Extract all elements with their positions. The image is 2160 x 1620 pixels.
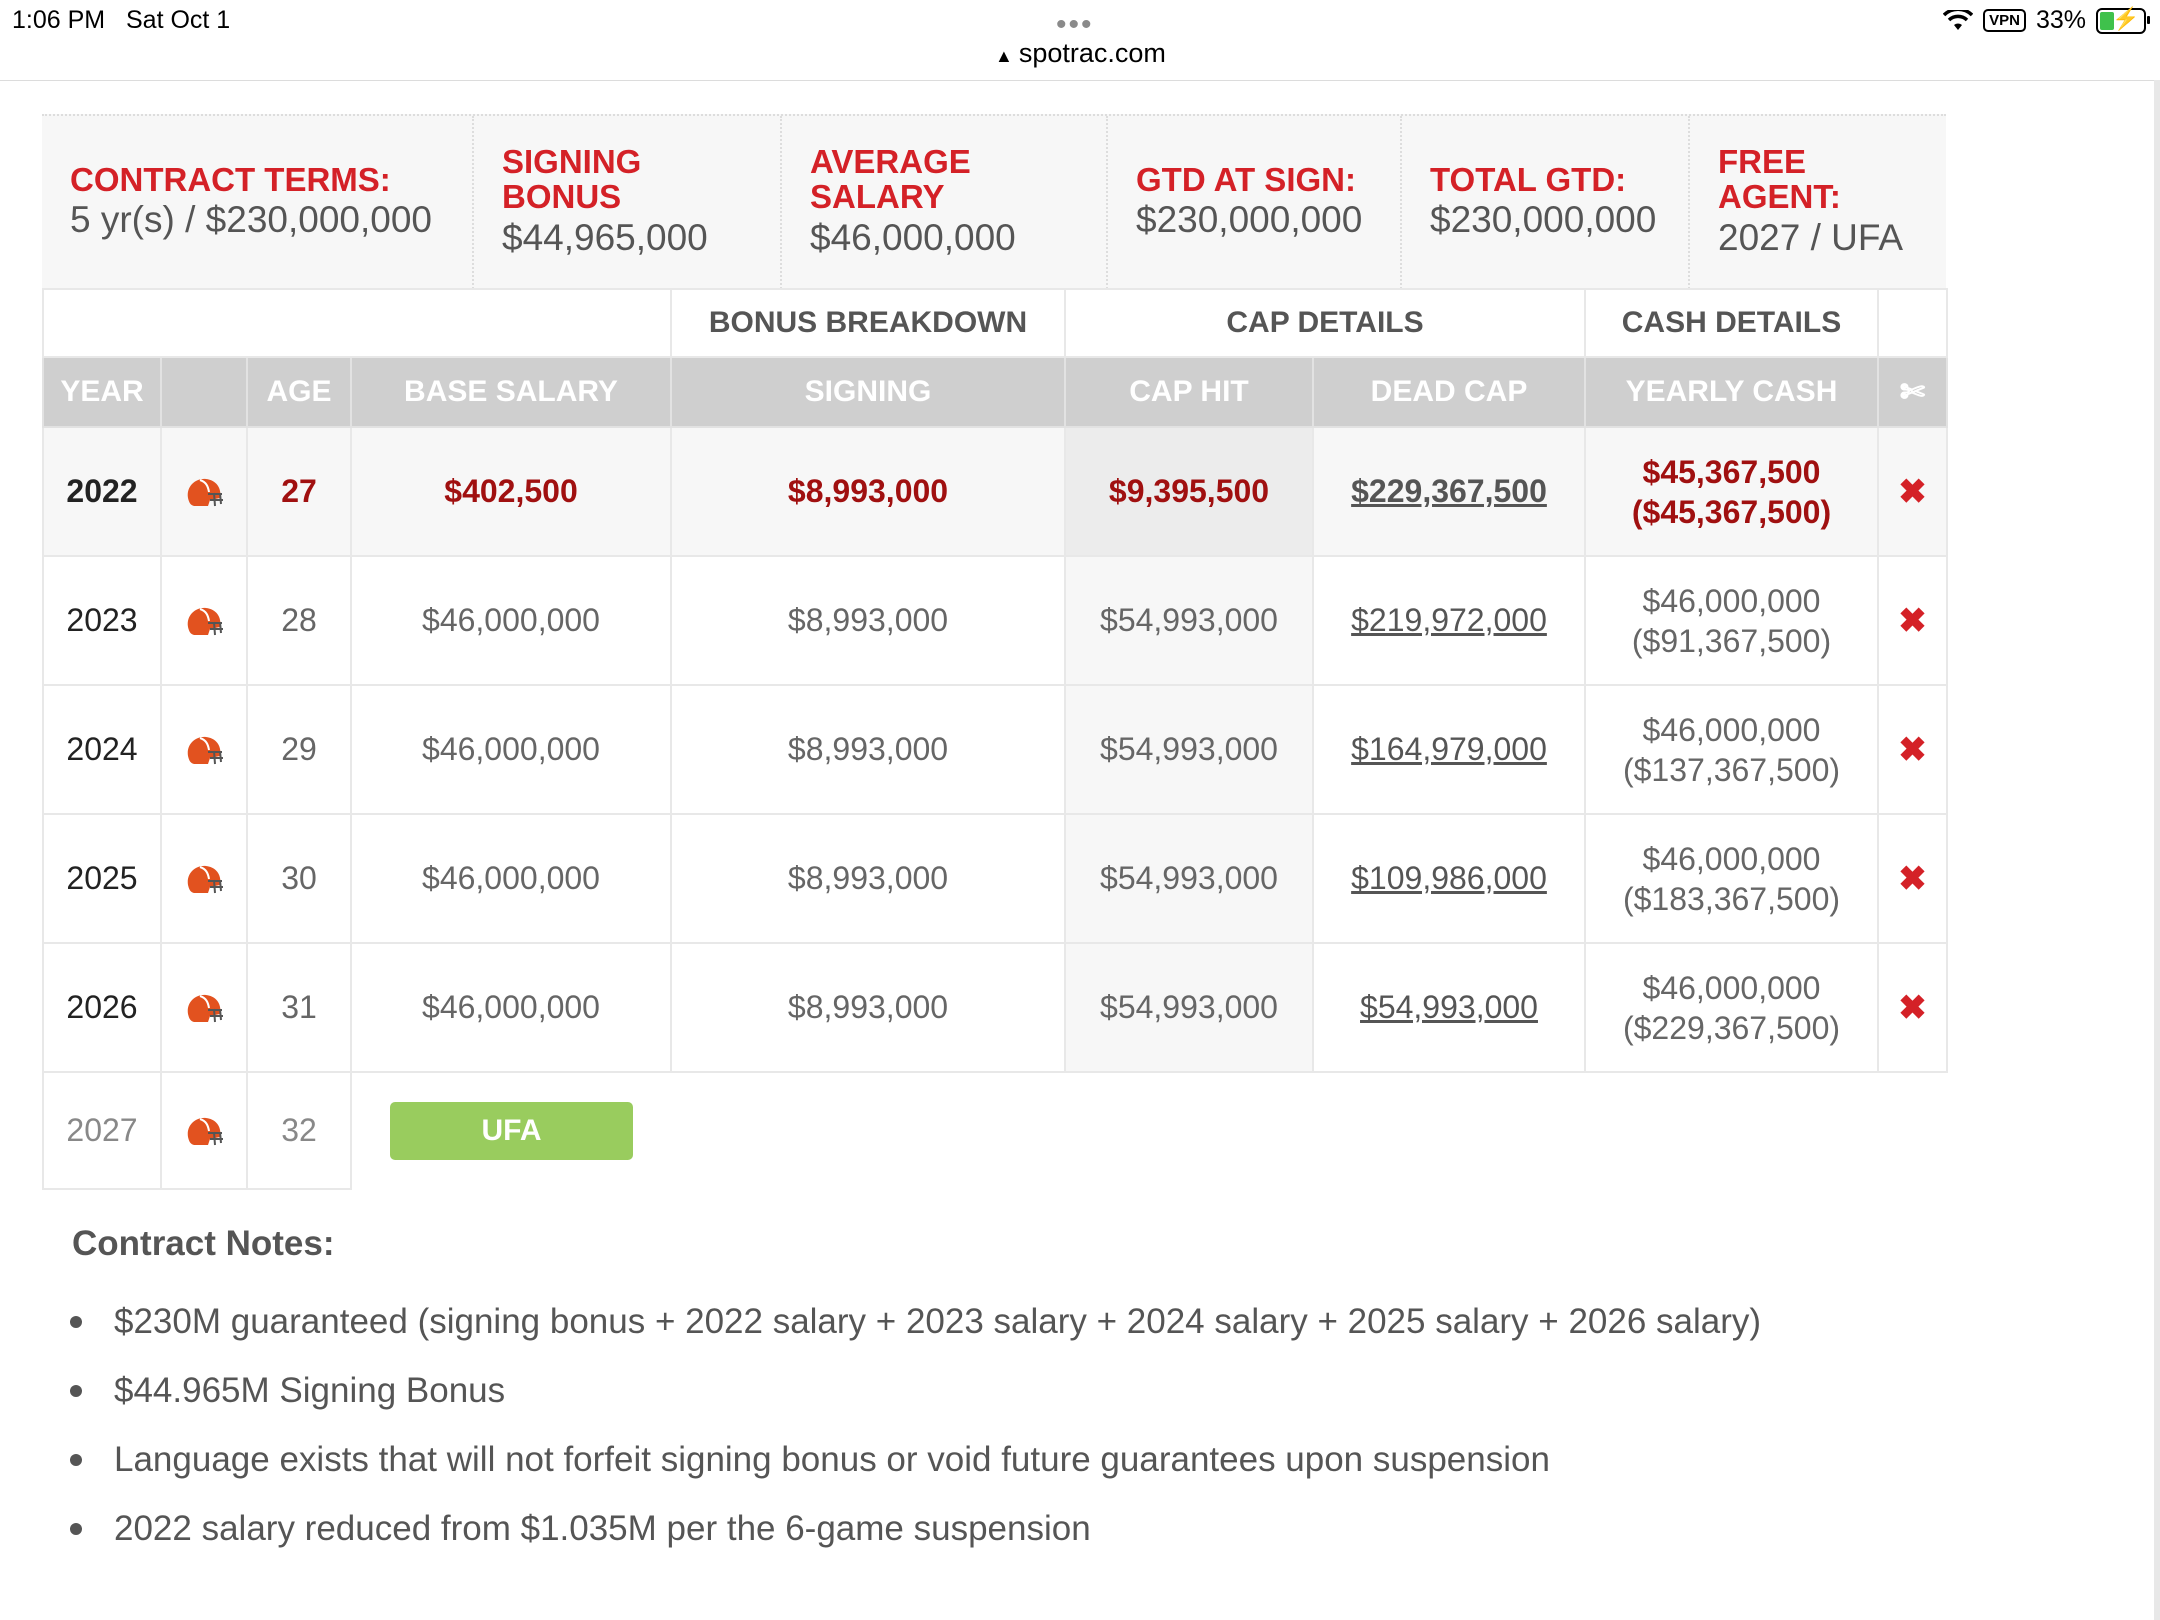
- cell-team: [161, 814, 247, 943]
- contract-note: $44.965M Signing Bonus: [66, 1365, 1761, 1434]
- release-x-icon[interactable]: ✖: [1898, 472, 1927, 511]
- cell-dead-cap: [1313, 556, 1585, 685]
- cell-yearly-cash: [1585, 814, 1878, 943]
- yearly-cash-cumulative: ($137,367,500): [1622, 751, 1841, 788]
- cell-release: [1878, 814, 1947, 943]
- cell-team: [161, 556, 247, 685]
- cell-age: 30: [247, 814, 351, 943]
- yearly-cash-value: $46,000,000: [1642, 582, 1821, 619]
- browns-helmet-icon: [184, 1115, 224, 1149]
- contract-term: [1106, 116, 1402, 289]
- contract-term-value: $46,000,000: [810, 217, 1016, 258]
- table-row: [43, 685, 1947, 814]
- ufa-badge: UFA: [390, 1102, 633, 1160]
- group-header-cap: CAP DETAILS: [1065, 289, 1585, 357]
- cell-signing: $8,993,000: [671, 685, 1065, 814]
- cell-signing: $8,993,000: [671, 427, 1065, 556]
- cell-team: [161, 943, 247, 1072]
- contract-term: [1400, 116, 1690, 289]
- contract-note: 2022 salary reduced from $1.035M per the 6-game suspension: [66, 1503, 1761, 1572]
- col-header-dead-cap: DEAD CAP: [1313, 357, 1585, 427]
- group-header-empty: [1878, 289, 1947, 357]
- contract-notes-title: Contract Notes:: [72, 1224, 335, 1263]
- cell-yearly-cash: [1585, 943, 1878, 1072]
- tab-overview-dots-icon[interactable]: •••: [1056, 8, 1094, 41]
- dead-cap-link[interactable]: $54,993,000: [1360, 989, 1538, 1025]
- col-header-release[interactable]: [1878, 357, 1947, 427]
- contract-note: $230M guaranteed (signing bonus + 2022 salary + 2023 salary + 2024 salary + 2025 salary + 2026 salary): [66, 1296, 1761, 1365]
- cell-yearly-cash: [1585, 556, 1878, 685]
- cell-cap-hit: $54,993,000: [1065, 556, 1313, 685]
- contract-term: [472, 116, 782, 289]
- cell-yearly-cash: [1585, 427, 1878, 556]
- col-header-team: [161, 357, 247, 427]
- col-header-year: YEAR: [43, 357, 161, 427]
- yearly-cash-value: $45,367,500: [1642, 453, 1821, 490]
- yearly-cash-value: $46,000,000: [1642, 711, 1821, 748]
- dead-cap-link[interactable]: $109,986,000: [1351, 860, 1547, 896]
- release-x-icon[interactable]: ✖: [1898, 730, 1927, 769]
- contract-term: [42, 116, 472, 289]
- contract-term-label: AVERAGE: [810, 143, 971, 180]
- free-agent-row: [43, 1072, 1947, 1189]
- cell-release: [1878, 427, 1947, 556]
- cell-dead-cap: [1313, 943, 1585, 1072]
- table-row: [43, 814, 1947, 943]
- cell-year: 2022: [43, 427, 161, 556]
- browns-helmet-icon: [184, 605, 224, 639]
- scissors-icon[interactable]: ✄: [1899, 375, 1926, 409]
- cell-base-salary: $46,000,000: [351, 556, 671, 685]
- contract-term-label: GTD AT SIGN:: [1136, 161, 1356, 198]
- cell-base-salary: $402,500: [351, 427, 671, 556]
- contract-term-value: 5 yr(s) / $230,000,000: [70, 199, 432, 240]
- yearly-cash-value: $46,000,000: [1642, 840, 1821, 877]
- cell-base-salary: $46,000,000: [351, 814, 671, 943]
- browns-helmet-icon: [184, 992, 224, 1026]
- contract-term-value: $44,965,000: [502, 217, 708, 258]
- release-x-icon[interactable]: ✖: [1898, 859, 1927, 898]
- cell-filler: [671, 1072, 1947, 1189]
- cell-year: 2027: [43, 1072, 161, 1189]
- table-row: [43, 427, 1947, 556]
- cell-signing: $8,993,000: [671, 814, 1065, 943]
- contract-note: Language exists that will not forfeit signing bonus or void future guarantees upon suspension: [66, 1434, 1761, 1503]
- status-indicators: [1943, 6, 2146, 35]
- cell-age: 28: [247, 556, 351, 685]
- cell-age: 27: [247, 427, 351, 556]
- cell-signing: $8,993,000: [671, 556, 1065, 685]
- col-header-base-salary: BASE SALARY: [351, 357, 671, 427]
- cell-signing: $8,993,000: [671, 943, 1065, 1072]
- address-bar[interactable]: [995, 38, 1166, 69]
- contract-summary: [42, 114, 1946, 291]
- contract-term-label: AGENT:: [1718, 178, 1841, 215]
- yearly-cash-cumulative: ($229,367,500): [1622, 1009, 1841, 1046]
- address-url: spotrac.com: [1018, 38, 1166, 68]
- cell-cap-hit: $9,395,500: [1065, 427, 1313, 556]
- yearly-cash-value: $46,000,000: [1642, 969, 1821, 1006]
- col-header-age: AGE: [247, 357, 351, 427]
- page-scrollbar[interactable]: [2154, 80, 2160, 1620]
- status-time: 1:06 PM: [12, 6, 106, 34]
- contract-term-value: 2027 / UFA: [1718, 217, 1904, 258]
- vpn-badge: VPN: [1983, 9, 2026, 32]
- cell-yearly-cash: [1585, 685, 1878, 814]
- cell-age: 31: [247, 943, 351, 1072]
- contract-term-value: $230,000,000: [1136, 199, 1363, 240]
- col-header-yearly-cash: YEARLY CASH: [1585, 357, 1878, 427]
- cell-age: 32: [247, 1072, 351, 1189]
- contract-term: [1688, 116, 1948, 289]
- yearly-cash-cumulative: ($45,367,500): [1631, 493, 1832, 530]
- dead-cap-link[interactable]: $219,972,000: [1351, 602, 1547, 638]
- contract-term: [780, 116, 1108, 289]
- group-header-cash: CASH DETAILS: [1585, 289, 1878, 357]
- contract-term-label: SALARY: [810, 178, 945, 215]
- dead-cap-link[interactable]: $164,979,000: [1351, 731, 1547, 767]
- contract-term-label: FREE: [1718, 143, 1807, 180]
- contract-term-value: $230,000,000: [1430, 199, 1657, 240]
- browns-helmet-icon: [184, 863, 224, 897]
- release-x-icon[interactable]: ✖: [1898, 988, 1927, 1027]
- contract-term-label: BONUS: [502, 178, 622, 215]
- contract-notes-list: [66, 1296, 1761, 1572]
- col-header-signing: SIGNING: [671, 357, 1065, 427]
- table-row: [43, 556, 1947, 685]
- battery-charging-icon: ⚡: [2096, 8, 2146, 34]
- contract-term-label: CONTRACT TERMS:: [70, 161, 391, 198]
- browns-helmet-icon: [184, 734, 224, 768]
- cell-base-salary: $46,000,000: [351, 685, 671, 814]
- cell-cap-hit: $54,993,000: [1065, 685, 1313, 814]
- cell-release: [1878, 943, 1947, 1072]
- group-header-blank: [43, 289, 671, 357]
- dead-cap-link[interactable]: $229,367,500: [1351, 473, 1547, 509]
- col-header-cap-hit: CAP HIT: [1065, 357, 1313, 427]
- cell-year: 2024: [43, 685, 161, 814]
- cell-team: [161, 427, 247, 556]
- group-header-bonus: BONUS BREAKDOWN: [671, 289, 1065, 357]
- browns-helmet-icon: [184, 476, 224, 510]
- cell-cap-hit: $54,993,000: [1065, 814, 1313, 943]
- release-x-icon[interactable]: ✖: [1898, 601, 1927, 640]
- table-row: [43, 943, 1947, 1072]
- wifi-icon: [1943, 10, 1973, 32]
- site-warning-icon: ▲: [995, 46, 1013, 66]
- cell-year: 2025: [43, 814, 161, 943]
- cell-status: [351, 1072, 671, 1189]
- cell-release: [1878, 685, 1947, 814]
- contract-table: [42, 288, 1948, 1190]
- battery-percent: 33%: [2035, 6, 2086, 34]
- cell-year: 2023: [43, 556, 161, 685]
- cell-base-salary: $46,000,000: [351, 943, 671, 1072]
- cell-release: [1878, 556, 1947, 685]
- yearly-cash-cumulative: ($183,367,500): [1622, 880, 1841, 917]
- cell-dead-cap: [1313, 427, 1585, 556]
- cell-team: [161, 1072, 247, 1189]
- cell-year: 2026: [43, 943, 161, 1072]
- cell-cap-hit: $54,993,000: [1065, 943, 1313, 1072]
- contract-term-label: SIGNING: [502, 143, 642, 180]
- cell-dead-cap: [1313, 685, 1585, 814]
- yearly-cash-cumulative: ($91,367,500): [1631, 622, 1832, 659]
- cell-age: 29: [247, 685, 351, 814]
- cell-team: [161, 685, 247, 814]
- contract-term-label: TOTAL GTD:: [1430, 161, 1627, 198]
- cell-dead-cap: [1313, 814, 1585, 943]
- status-bar: [0, 0, 2160, 81]
- status-date: Sat Oct 1: [126, 6, 231, 34]
